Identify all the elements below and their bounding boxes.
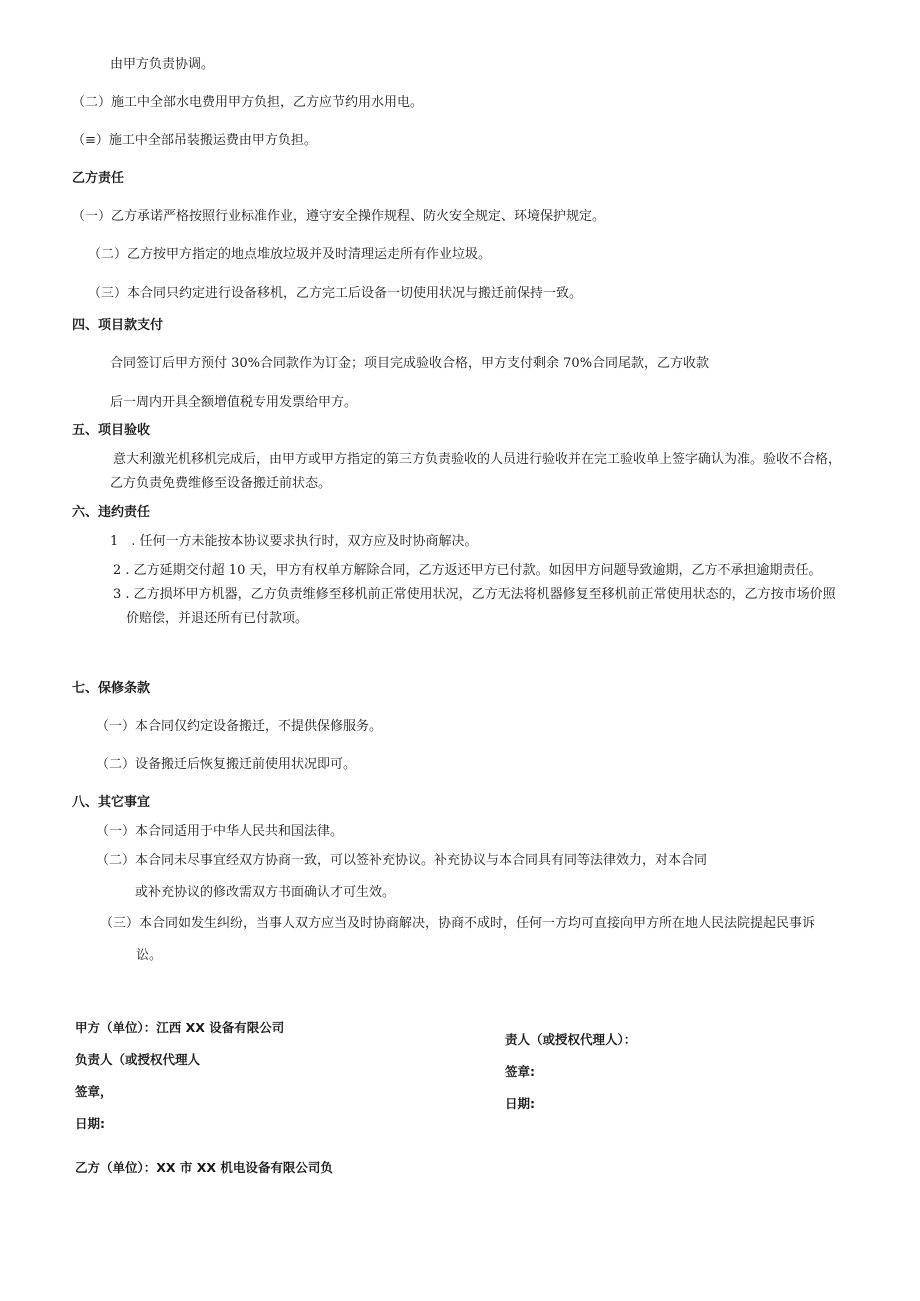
- warranty-heading: 七、保修条款: [72, 681, 151, 696]
- payment-line-2: 后一周内开具全额增值税专用发票给甲方。: [110, 395, 358, 410]
- other-item-2-line-2: 或补充协议的修改需双方书面确认才可生效。: [135, 885, 396, 900]
- payment-line-1: 合同签订后甲方预付 30%合同款作为订金；项目完成验收合格，甲方支付剩余 70%合同尾款，乙方收款: [110, 356, 710, 371]
- breach-heading: 六、违约责任: [72, 505, 151, 520]
- payment-heading: 四、项目款支付: [72, 318, 164, 333]
- party-a-person-in-charge: 负责人（或授权代理人: [75, 1052, 201, 1067]
- party-a-signature: 甲方（单位）：江西 XX 设备有限公司: [75, 1020, 285, 1035]
- other-item-3-line-1: （三）本合同如发生纠纷，当事人双方应当及时协商解决，协商不成时，任何一方均可直接向甲方所在地人民法院提起民事诉: [100, 916, 816, 931]
- warranty-item-2: （二）设备搬迁后恢复搬迁前使用状况即可。: [96, 757, 357, 772]
- party-a-duty-item-2: （二）施工中全部水电费用甲方负担，乙方应节约用水用电。: [72, 95, 424, 110]
- party-b-duty-item-1: （一）乙方承诺严格按照行业标准作业，遵守安全操作规程、防火安全规定、环境保护规定。: [72, 209, 606, 224]
- acceptance-line-2: 乙方负责免费维修至设备搬迁前状态。: [110, 476, 332, 491]
- party-a-date: 日期:: [75, 1116, 105, 1131]
- warranty-item-1: （一）本合同仅约定设备搬迁，不提供保修服务。: [96, 719, 383, 734]
- party-b-duties-heading: 乙方责任: [72, 171, 125, 186]
- acceptance-heading: 五、项目验收: [72, 423, 151, 438]
- breach-item-3-line-2: 价赔偿，并退还所有已付款项。: [126, 611, 309, 626]
- party-b-signature: 乙方（单位）：XX 市 XX 机电设备有限公司负: [75, 1160, 333, 1175]
- other-item-1: （一）本合同适用于中华人民共和国法律。: [96, 824, 344, 839]
- acceptance-line-1: 意大利激光机移机完成后，由甲方或甲方指定的第三方负责验收的人员进行验收并在完工验收单上签字确认为准。验收不合格，: [113, 452, 842, 467]
- party-a-seal: 签章，: [75, 1084, 113, 1099]
- breach-item-3-line-1: 3 . 乙方损坏甲方机器，乙方负责维修至移机前正常使用状况，乙方无法将机器修复至移机前正常使用状态的，乙方按市场价照: [113, 587, 836, 602]
- other-item-3-line-2: 讼。: [136, 948, 163, 963]
- party-b-duty-item-2: （二）乙方按甲方指定的地点堆放垃圾并及时清理运走所有作业垃圾。: [88, 247, 492, 262]
- breach-item-2: 2 . 乙方延期交付超 10 天，甲方有权单方解除合同，乙方返还甲方已付款。如因甲方问题导致逾期，乙方不承担逾期责任。: [113, 563, 822, 578]
- other-heading: 八、其它事宜: [72, 795, 151, 810]
- party-a-duty-continuation: 由甲方负责协调。: [110, 57, 215, 72]
- right-seal: 签章:: [505, 1064, 535, 1079]
- breach-item-1: 1 . 任何一方未能按本协议要求执行时，双方应及时协商解决。: [110, 534, 478, 549]
- right-person-in-charge: 责人（或授权代理人）：: [505, 1032, 637, 1047]
- party-a-duty-item-3: （≡）施工中全部吊装搬运费由甲方负担。: [72, 133, 317, 148]
- right-date: 日期:: [505, 1096, 535, 1111]
- party-b-duty-item-3: （三）本合同只约定进行设备移机，乙方完工后设备一切使用状况与搬迁前保持一致。: [88, 286, 583, 301]
- other-item-2-line-1: （二）本合同未尽事宜经双方协商一致，可以签补充协议。补充协议与本合同具有同等法律效力，对本合同: [96, 853, 708, 868]
